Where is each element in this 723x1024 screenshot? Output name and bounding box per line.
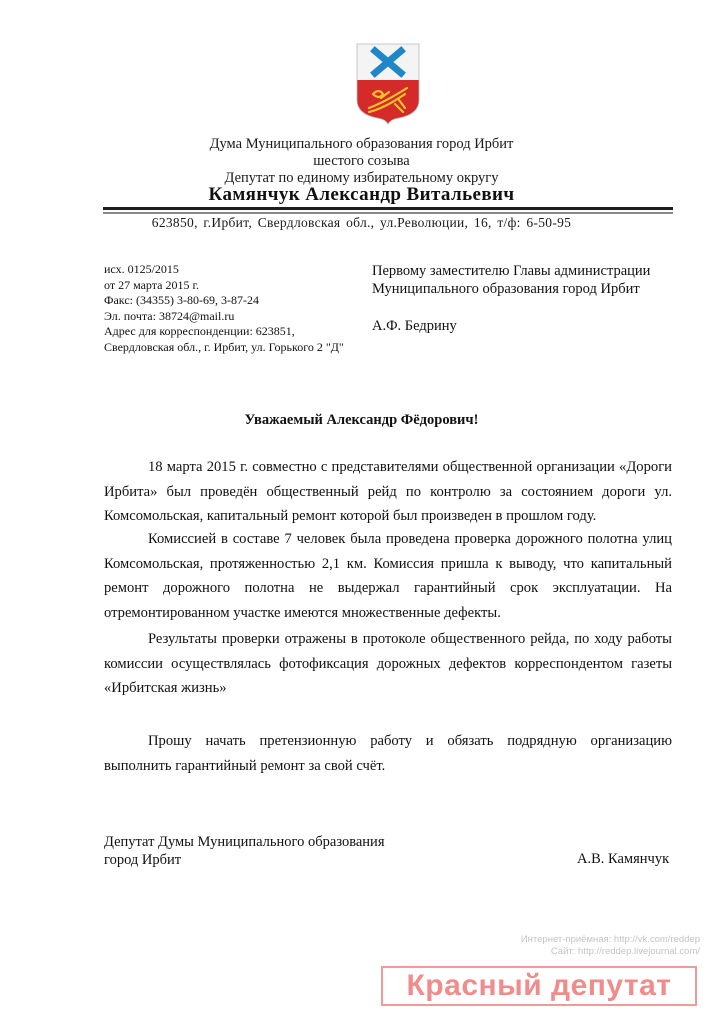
correspondence-address-line2: Свердловская обл., г. Ирбит, ул. Горького 2 "Д" (104, 339, 344, 354)
outgoing-number: исх. 0125/2015 (104, 262, 179, 276)
paragraph-text: Результаты проверки отражены в протоколе общественного рейда, по ходу работы комиссии осуществлялась фотофиксация дорожных дефектов корреспондентом газеты «Ирбитская жизнь» (104, 631, 672, 696)
letterhead-divider-thin (103, 212, 673, 214)
fax-number: Факс: (34355) 3-80-69, 3-87-24 (104, 293, 259, 308)
recipient-name: А.Ф. Бедрину (372, 318, 457, 334)
paragraph-text: Комиссией в составе 7 человек была проведена проверка дорожного полотна улиц Комсомольская, протяженностью 2,1 км. Комиссия пришла к выводу, что капитальный ремонт дорожного полотна не выдержал гарантийный срок эксплуатации. На отремонтированном участке имеются множественные дефекты. (104, 531, 672, 621)
body-paragraph (104, 455, 672, 529)
letterhead-convocation: шестого созыва (313, 153, 410, 169)
paragraph-text: Прошу начать претензионную работу и обязать подрядную организацию выполнить гарантийный ремонт за свой счёт. (104, 733, 672, 774)
body-paragraph (104, 729, 672, 778)
signature-name: А.В. Камянчук (577, 851, 670, 867)
letterhead-deputy-name: Камянчук Александр Витальевич (208, 184, 515, 205)
signature-title-line2: город Ирбит (104, 852, 182, 868)
watermark-reception-link: Интернет-приёмная: http://vk.com/reddep (520, 934, 700, 945)
outgoing-meta (104, 262, 344, 356)
letterhead-deputy-title: Депутат по единому избирательному округу (224, 170, 499, 186)
outgoing-date: от 27 марта 2015 г. (104, 277, 200, 292)
letterhead-organization: Дума Муниципального образования город Ирбит (209, 136, 514, 152)
body-paragraph (104, 527, 672, 625)
signature-title (104, 833, 385, 869)
watermark-site-link: Сайт: http://reddep.livejournal.com/ (550, 946, 700, 957)
paragraph-text: 18 марта 2015 г. совместно с представителями общественной организации «Дороги Ирбита» был проведён общественный рейд по контролю за состоянием дороги ул. Комсомольская, капитальный ремонт которой был произведен в прошлом году. (104, 459, 672, 524)
letterhead-address: 623850, г.Ирбит, Свердловская обл., ул.Революции, 16, т/ф: 6-50-95 (151, 215, 572, 230)
salutation: Уважаемый Александр Фёдорович! (244, 412, 479, 428)
watermark-links (521, 934, 700, 958)
watermark-stamp: Красный депутат (381, 966, 697, 1006)
correspondence-address-line1: Адрес для корреспонденции: 623851, (104, 324, 295, 339)
coat-of-arms-icon (355, 42, 421, 126)
recipient-position-line2: Муниципального образования город Ирбит (372, 281, 640, 297)
letterhead-divider-thick (103, 207, 673, 210)
shield-lower-field (355, 80, 421, 126)
signature-title-line1: Депутат Думы Муниципального образования (104, 834, 385, 850)
email-address: Эл. почта: 38724@mail.ru (104, 308, 235, 323)
recipient-position-line1: Первому заместителю Главы администрации (372, 263, 651, 279)
recipient-block (372, 262, 650, 335)
body-paragraph (104, 627, 672, 701)
